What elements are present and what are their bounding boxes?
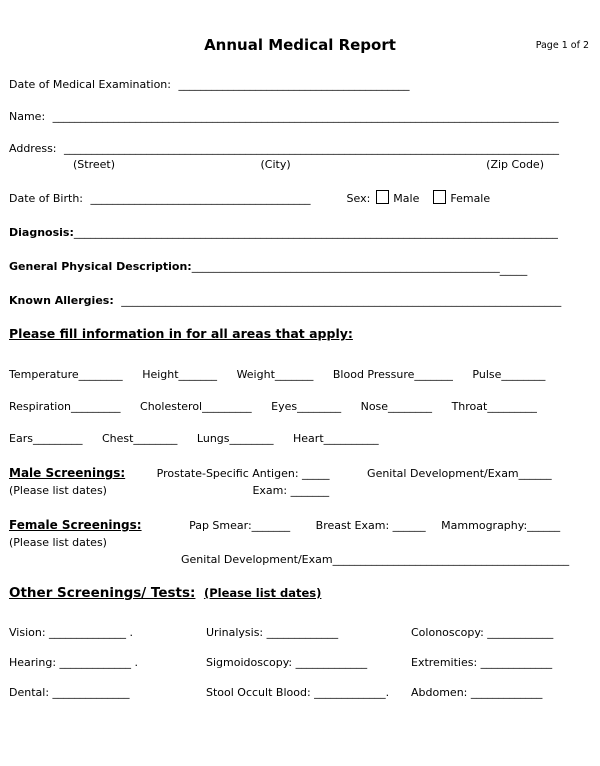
city-caption: (City): [260, 158, 291, 171]
female-label: Female: [450, 192, 491, 205]
chest-field: Chest________: [101, 432, 178, 445]
pap-smear-field: Pap Smear:_______: [189, 519, 291, 532]
date-exam-row: [9, 78, 591, 92]
male-label: Male: [393, 192, 420, 205]
report-header: [9, 36, 591, 54]
hearing-field: Hearing: _____________ .: [9, 656, 139, 669]
female-screenings-note: (Please list dates): [9, 536, 107, 549]
name-label: Name:: [9, 110, 46, 123]
page-indicator: Page 1 of 2: [535, 40, 589, 51]
cholesterol-field: Cholesterol_________: [140, 400, 252, 413]
male-screenings-row: [9, 466, 591, 481]
address-captions-row: [9, 158, 591, 172]
female-screenings-heading: Female Screenings:: [9, 518, 142, 532]
weight-field: Weight_______: [236, 368, 314, 381]
male-genital-exam-field: Genital Development/Exam______: [367, 467, 552, 480]
dob-blank: ________________________________________: [90, 192, 311, 205]
abdomen-field: Abdomen: _____________: [411, 686, 543, 699]
stool-occult-blood-field: Stool Occult Blood: _____________.: [206, 686, 390, 699]
address-label: Address:: [9, 142, 57, 155]
sigmoidoscopy-field: Sigmoidoscopy: _____________: [206, 656, 368, 669]
vitals-row-2: [9, 400, 591, 414]
other-screenings-heading-row: [9, 585, 591, 602]
physical-description-row: [9, 260, 591, 274]
allergies-row: [9, 294, 591, 308]
name-row: [9, 110, 591, 124]
mammography-field: Mammography:______: [441, 519, 561, 532]
pulse-field: Pulse________: [472, 368, 546, 381]
address-blank: __________________________________________________________________________________________: [64, 142, 560, 155]
female-genital-exam-field: Genital Development/Exam___________________________________________: [181, 553, 570, 566]
diagnosis-blank: ________________________________________________________________________________________: [73, 226, 558, 239]
ears-field: Ears_________: [9, 432, 83, 445]
sex-label: Sex:: [346, 192, 371, 205]
allergies-label: Known Allergies:: [9, 294, 114, 307]
lungs-field: Lungs________: [196, 432, 274, 445]
diagnosis-row: [9, 226, 591, 240]
diagnosis-label: Diagnosis:: [9, 226, 74, 239]
dob-sex-row: [9, 190, 591, 206]
date-exam-blank: __________________________________________: [178, 78, 410, 91]
throat-field: Throat_________: [451, 400, 537, 413]
date-exam-label: Date of Medical Examination:: [9, 78, 171, 91]
male-checkbox[interactable]: [376, 190, 389, 204]
nose-field: Nose________: [360, 400, 433, 413]
vitals-row-1: [9, 368, 591, 382]
male-screenings-heading: Male Screenings:: [9, 466, 126, 480]
sex-group: [347, 192, 491, 205]
medical-report-page: [0, 36, 600, 700]
female-checkbox[interactable]: [433, 190, 446, 204]
allergies-blank: ________________________________________________________________________________: [121, 294, 562, 307]
dob-label: Date of Birth:: [9, 192, 84, 205]
breast-exam-field: Breast Exam: ______: [315, 519, 426, 532]
vitals-row-3: [9, 432, 591, 446]
male-screenings-note-row: [9, 484, 591, 498]
urinalysis-field: Urinalysis: _____________: [206, 626, 339, 639]
height-field: Height_______: [142, 368, 218, 381]
other-screenings-grid: [9, 626, 591, 700]
physical-description-blank-tail: _____: [499, 263, 528, 276]
blood-pressure-field: Blood Pressure_______: [332, 368, 453, 381]
other-screenings-note: (Please list dates): [203, 586, 322, 600]
extremities-field: Extremities: _____________: [411, 656, 553, 669]
respiration-field: Respiration_________: [9, 400, 121, 413]
apply-section-heading: Please fill information in for all areas that apply:: [9, 326, 353, 341]
male-screenings-note: (Please list dates): [9, 484, 107, 497]
street-caption: (Street): [73, 158, 116, 171]
colonoscopy-field: Colonoscopy: ____________: [411, 626, 554, 639]
name-blank: ____________________________________________________________________________________________: [52, 110, 559, 123]
female-genital-row: [9, 553, 591, 567]
female-screenings-note-row: [9, 536, 591, 550]
zip-caption: (Zip Code): [486, 158, 544, 171]
report-title: Annual Medical Report: [204, 36, 396, 54]
physical-description-blank: ________________________________________________________: [191, 260, 500, 273]
male-exam-field: Exam: _______: [252, 484, 330, 497]
psa-field: Prostate-Specific Antigen: _____: [156, 467, 330, 480]
other-screenings-heading: Other Screenings/ Tests:: [9, 585, 196, 601]
physical-description-label: General Physical Description:: [9, 260, 192, 273]
vision-field: Vision: ______________ .: [9, 626, 134, 639]
eyes-field: Eyes________: [271, 400, 342, 413]
temperature-field: Temperature________: [9, 368, 123, 381]
female-screenings-row: [9, 518, 591, 533]
address-row: [9, 142, 591, 156]
heart-field: Heart__________: [293, 432, 379, 445]
dental-field: Dental: ______________: [9, 686, 130, 699]
